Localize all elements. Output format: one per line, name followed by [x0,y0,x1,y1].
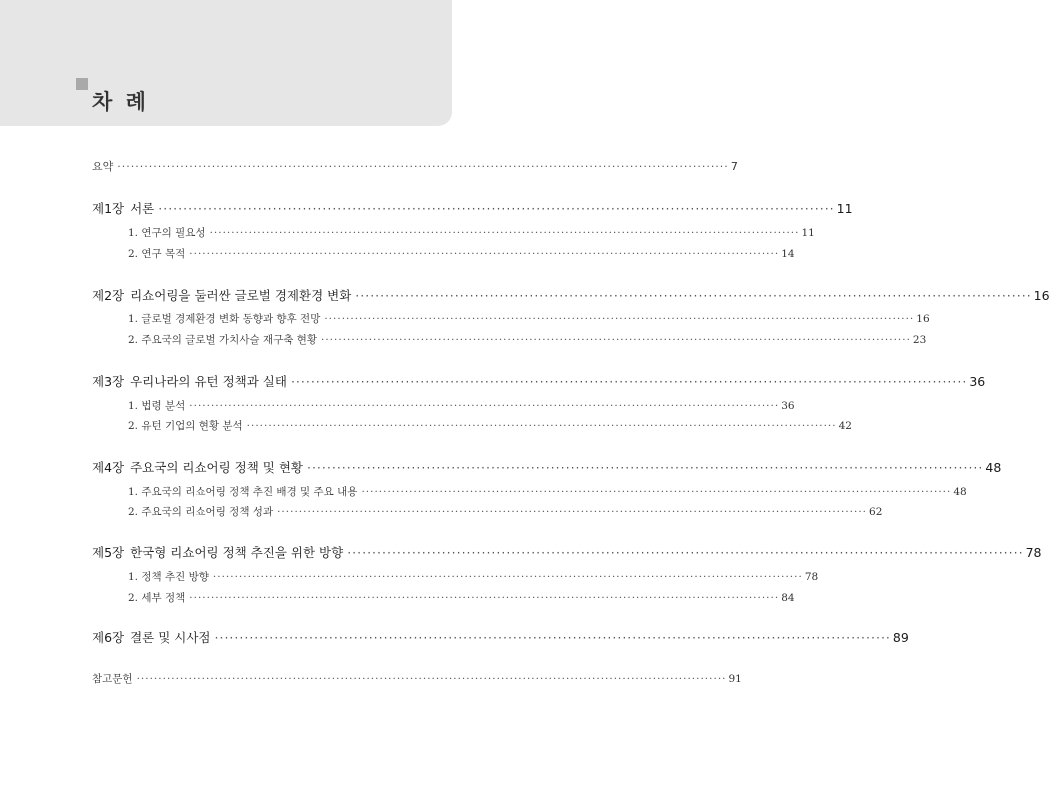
page-title: 차 례 [92,90,149,114]
chapter-label [92,628,211,646]
toc-chapter-3[interactable] [92,372,986,390]
section-label: 1. 법령 분석 [128,400,186,412]
chapter-label [92,286,351,304]
section-label: 1. 글로벌 경제환경 변화 동향과 향후 전망 [128,313,321,325]
chapter-page: 36 [969,374,986,389]
leader-dots: ········································································································································ [136,673,727,685]
chapter-page: 78 [1025,545,1042,560]
chapter-number: 제3장 [92,374,125,389]
section-label: 1. 정책 추진 방향 [128,571,209,583]
leader-dots: ········································································································································ [212,571,803,583]
toc-chapter-2[interactable] [92,286,1050,304]
header-band [0,0,452,126]
chapter-label [92,458,303,476]
chapter-title: 한국형 리쇼어링 정책 추진을 위한 방향 [130,545,344,560]
section-page: 14 [781,248,795,260]
toc-section-1-1[interactable] [128,225,815,240]
section-label: 2. 유턴 기업의 현황 분석 [128,420,243,432]
chapter-label [92,543,343,561]
chapter-number: 제4장 [92,460,125,475]
toc-entry-page: 7 [730,160,738,173]
chapter-page: 16 [1033,288,1050,303]
section-label: 2. 주요국의 글로벌 가치사슬 재구축 현황 [128,334,317,346]
toc-section-5-2[interactable] [128,590,795,605]
section-page: 78 [804,571,819,583]
title-marker [76,78,88,90]
toc-entry-page: 91 [728,673,742,685]
leader-dots: ········································································································································ [321,334,911,346]
section-page: 62 [869,506,883,518]
chapter-number: 제5장 [92,545,125,560]
toc-section-5-1[interactable] [128,569,819,584]
section-page: 11 [801,227,815,239]
toc-entry-references[interactable] [92,671,742,686]
leader-dots: ········································································································································ [209,227,800,239]
leader-dots: ········································································································································ [158,201,835,216]
leader-dots: ········································································································································ [361,486,952,498]
section-page: 16 [916,313,930,325]
chapter-page: 89 [892,630,909,645]
leader-dots: ········································································································································ [189,592,780,604]
toc-section-2-1[interactable] [128,311,930,326]
toc-entry-summary[interactable] [92,158,738,174]
leader-dots: ········································································································································ [246,420,837,432]
section-label: 2. 세부 정책 [128,592,186,604]
toc-section-1-2[interactable] [128,246,795,261]
toc-section-2-2[interactable] [128,332,927,347]
chapter-page: 48 [985,460,1002,475]
leader-dots: ········································································································································ [306,460,984,475]
toc-chapter-6[interactable] [92,628,909,646]
section-page: 23 [912,334,927,346]
section-page: 36 [781,400,795,412]
chapter-number: 제6장 [92,630,125,645]
leader-dots: ········································································································································ [277,506,868,518]
chapter-title: 주요국의 리쇼어링 정책 및 현황 [130,460,303,475]
section-label: 2. 연구 목적 [128,248,186,260]
section-label: 1. 주요국의 리쇼어링 정책 추진 배경 및 주요 내용 [128,486,358,498]
section-label: 1. 연구의 필요성 [128,227,206,239]
chapter-label [92,372,287,390]
section-page: 48 [953,486,967,498]
toc-entry-label: 참고문헌 [92,673,133,685]
leader-dots: ········································································································································ [347,545,1024,560]
toc-section-4-2[interactable] [128,504,883,519]
chapter-title: 서론 [130,201,155,216]
leader-dots: ········································································································································ [117,160,729,173]
chapter-page: 11 [836,201,853,216]
chapter-label [92,199,154,217]
leader-dots: ········································································································································ [189,400,780,412]
toc-chapter-4[interactable] [92,458,1002,476]
section-page: 84 [781,592,795,604]
toc-chapter-5[interactable] [92,543,1042,561]
chapter-number: 제1장 [92,201,125,216]
toc-section-4-1[interactable] [128,484,967,499]
chapter-title: 결론 및 시사점 [130,630,211,645]
section-page: 42 [838,420,852,432]
toc-section-3-2[interactable] [128,418,852,433]
chapter-title: 리쇼어링을 둘러싼 글로벌 경제환경 변화 [130,288,352,303]
toc-chapter-1[interactable] [92,199,853,217]
section-label: 2. 주요국의 리쇼어링 정책 성과 [128,506,274,518]
leader-dots: ········································································································································ [189,248,780,260]
chapter-number: 제2장 [92,288,125,303]
leader-dots: ········································································································································ [324,313,915,325]
chapter-title: 우리나라의 유턴 정책과 실태 [130,374,287,389]
leader-dots: ········································································································································ [214,630,891,645]
leader-dots: ········································································································································ [290,374,968,389]
toc-entry-label: 요약 [92,160,114,173]
toc-section-3-1[interactable] [128,398,795,413]
leader-dots: ········································································································································ [355,288,1032,303]
